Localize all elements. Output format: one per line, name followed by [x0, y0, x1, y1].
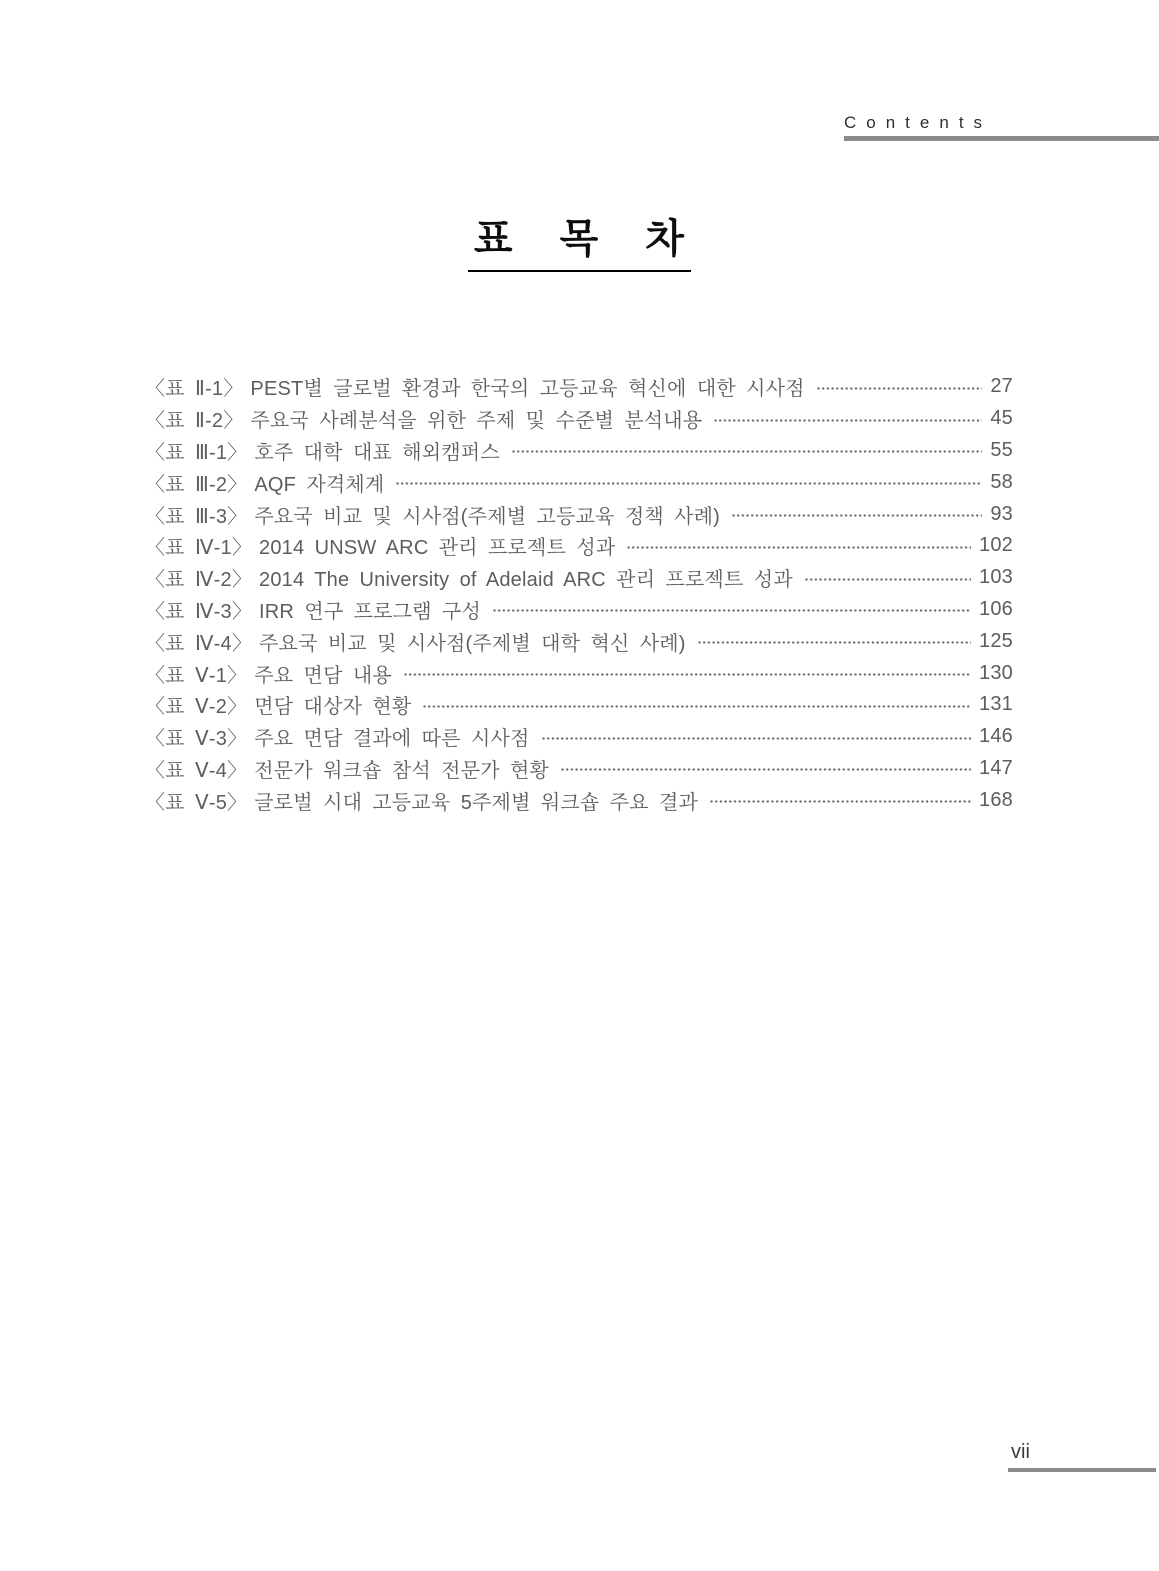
dotted-leader: [805, 578, 971, 581]
toc-entry-label: 〈표 Ⅲ-1〉: [145, 441, 248, 464]
toc-entry-page: 58: [990, 470, 1013, 493]
dotted-leader: [710, 800, 971, 803]
dotted-leader: [423, 705, 971, 708]
toc-entry-page: 125: [979, 629, 1013, 652]
toc-entry-label: 〈표 Ⅴ-3〉: [145, 728, 248, 751]
toc-entry-label: 〈표 Ⅱ-2〉: [145, 410, 244, 433]
toc-entry-page: 27: [990, 375, 1013, 398]
toc-entry-page: 147: [979, 756, 1013, 779]
dotted-leader: [404, 673, 971, 676]
toc-entry-title: 글로벌 시대 고등교육 5주제별 워크숍 주요 결과: [254, 791, 698, 814]
toc-entry-page: 168: [979, 788, 1013, 811]
toc-entry-title: 2014 The University of Adelaid ARC 관리 프로젝트 성과: [259, 569, 793, 592]
dotted-leader: [561, 768, 971, 771]
footer-page-number: vii: [1011, 1441, 1030, 1463]
toc-entry-page: 93: [990, 502, 1013, 525]
toc-entry-label: 〈표 Ⅴ-5〉: [145, 791, 248, 814]
toc-entry-label: 〈표 Ⅳ-2〉: [145, 569, 253, 592]
toc-entry-title: 2014 UNSW ARC 관리 프로젝트 성과: [259, 537, 616, 560]
contents-header-label: Contents: [844, 113, 993, 132]
toc-entry-label: 〈표 Ⅳ-4〉: [145, 632, 253, 655]
toc-entry-title: 주요국 비교 및 시사점(주제별 대학 혁신 사례): [259, 632, 686, 655]
toc-entry-page: 102: [979, 534, 1013, 557]
toc-entry: [145, 403, 1013, 435]
footer-rule: [1008, 1468, 1156, 1472]
dotted-leader: [512, 450, 982, 453]
page-title-wrap: [0, 219, 1159, 272]
toc-entry-label: 〈표 Ⅲ-3〉: [145, 505, 248, 528]
toc-entry-label: 〈표 Ⅲ-2〉: [145, 473, 248, 496]
toc-entry-title: 주요 면담 결과에 따른 시사점: [254, 728, 530, 751]
toc-entry-label: 〈표 Ⅳ-3〉: [145, 600, 253, 623]
dotted-leader: [493, 609, 971, 612]
toc-entry-title: 주요 면담 내용: [254, 664, 392, 687]
dotted-leader: [714, 419, 982, 422]
toc-entry-title: 전문가 워크숍 참석 전문가 현황: [254, 759, 550, 782]
header-rule: [844, 136, 1159, 141]
toc-entry: [145, 753, 1013, 785]
page-title: 표 목 차: [468, 219, 691, 272]
toc-entry-title: 주요국 비교 및 시사점(주제별 고등교육 정책 사례): [254, 505, 721, 528]
toc-entry-label: 〈표 Ⅴ-1〉: [145, 664, 248, 687]
toc-entry: [145, 657, 1013, 689]
toc-entry-page: 146: [979, 725, 1013, 748]
toc-entry-title: IRR 연구 프로그램 구성: [259, 600, 482, 623]
table-of-contents-list: [145, 371, 1013, 816]
contents-header: [844, 113, 1159, 141]
dotted-leader: [817, 387, 983, 390]
toc-entry-label: 〈표 Ⅴ-2〉: [145, 696, 248, 719]
toc-entry-title: AQF 자격체계: [254, 473, 385, 496]
dotted-leader: [396, 482, 982, 485]
toc-entry-title: 면담 대상자 현황: [254, 696, 412, 719]
toc-entry: [145, 689, 1013, 721]
toc-entry-label: 〈표 Ⅱ-1〉: [145, 378, 244, 401]
dotted-leader: [698, 641, 971, 644]
dotted-leader: [627, 546, 971, 549]
toc-entry: [145, 466, 1013, 498]
toc-entry: [145, 625, 1013, 657]
toc-entry-page: 45: [990, 407, 1013, 430]
toc-entry: [145, 784, 1013, 816]
toc-entry-title: 주요국 사례분석을 위한 주제 및 수준별 분석내용: [250, 410, 703, 433]
toc-entry-title: 호주 대학 대표 해외캠퍼스: [254, 441, 500, 464]
toc-entry-page: 55: [990, 438, 1013, 461]
toc-entry: [145, 530, 1013, 562]
toc-entry-label: 〈표 Ⅳ-1〉: [145, 537, 253, 560]
toc-entry: [145, 721, 1013, 753]
toc-entry-page: 106: [979, 597, 1013, 620]
toc-entry: [145, 562, 1013, 594]
toc-entry-page: 131: [979, 693, 1013, 716]
toc-entry-label: 〈표 Ⅴ-4〉: [145, 759, 248, 782]
dotted-leader: [732, 514, 982, 517]
toc-entry: [145, 371, 1013, 403]
toc-entry: [145, 498, 1013, 530]
toc-entry: [145, 435, 1013, 467]
page-footer: [1008, 1441, 1156, 1472]
toc-entry-page: 103: [979, 566, 1013, 589]
toc-entry: [145, 594, 1013, 626]
toc-entry-title: PEST별 글로벌 환경과 한국의 고등교육 혁신에 대한 시사점: [250, 378, 805, 401]
toc-entry-page: 130: [979, 661, 1013, 684]
dotted-leader: [542, 737, 971, 740]
